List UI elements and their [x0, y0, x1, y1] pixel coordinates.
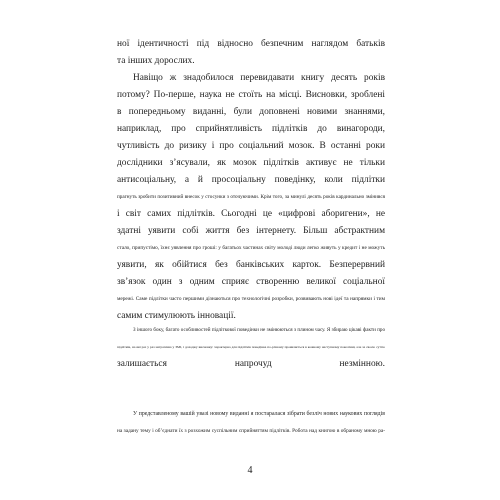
text-line: підлітків, на які раз у раз натрапляю у ЗМІ, і доходжу висновку: характерна для підлітків поведінка по-різному проявляється в кожному наступному поколінні, але за своєю суттю	[117, 345, 385, 349]
text-line: мережі. Саме підлітки часто першими дізнаються про технологічні розробки, розвивають нові ідеї та напрямки і тим	[117, 296, 385, 302]
text-line: здатні уявити собі життя без інтернету. Більш абстрактним	[117, 226, 385, 236]
text-line: прагнуть зробити позитивний внесок у стосунки з оточуючими. Крім того, за минулі десять років кардинально змінився	[117, 194, 385, 200]
text-line: залишається напрочуд незмінною.	[117, 359, 385, 369]
text-line: ної ідентичності під відносно безпечним наглядом батьків	[117, 39, 385, 49]
text-line: зв’язок один з одним сприяє створенню великої соціальної	[117, 277, 385, 287]
paragraph-continuation	[117, 36, 385, 70]
text-line: дослідники з’ясували, як мозок підлітків активує не тільки	[117, 158, 385, 168]
paragraph-new-edition	[117, 406, 385, 440]
text-line: та інших дорослих.	[117, 56, 195, 66]
text-line: чутливість до ризику і про соціальний мозок. В останні роки	[117, 141, 385, 151]
text-line: З іншого боку, багато особливостей підліткової поведінки не змінюються з плином часу. Я збираю цікаві факти про	[133, 327, 385, 333]
text-line: потому? По-перше, наука не стоїть на місці. Висновки, зроблені	[117, 90, 385, 100]
text-line: наприклад, про сприйнятливість підлітків до винагороди,	[117, 124, 385, 134]
text-line: стало, припустімо, їхнє уявлення про гроші: у багатьох частинах світу молоді люди легко живуть у кредит і не можуть	[117, 245, 385, 251]
text-line: самим стимулюють інновації.	[117, 311, 236, 321]
text-line: У представленому вашій увазі новому виданні я постаралася зібрати безліч нових наукових поглядів	[133, 411, 385, 417]
text-line: і світ самих підлітків. Сьогодні це «цифрові аборигени», не	[117, 209, 385, 219]
paragraph-why-reprint	[117, 70, 385, 325]
text-line	[117, 373, 385, 390]
text-line: в попередньому виданні, були доповнені новими знаннями,	[117, 107, 385, 117]
text-line: на задану тему і об’єднати їх з розхожим суспільним сприйняттям підлітків. Робота над книгою в обраному мною ра-	[117, 428, 385, 434]
page-number: 4	[247, 465, 253, 476]
paragraph-other-side	[117, 322, 385, 390]
text-line: антисоціальну, а й просоціальну поведінку, коли підлітки	[117, 175, 385, 185]
text-line: Навіщо ж знадобилося перевидавати книгу десять років	[133, 73, 385, 83]
text-line: уявити, як обійтися без банківських карток. Безперервний	[117, 260, 385, 270]
